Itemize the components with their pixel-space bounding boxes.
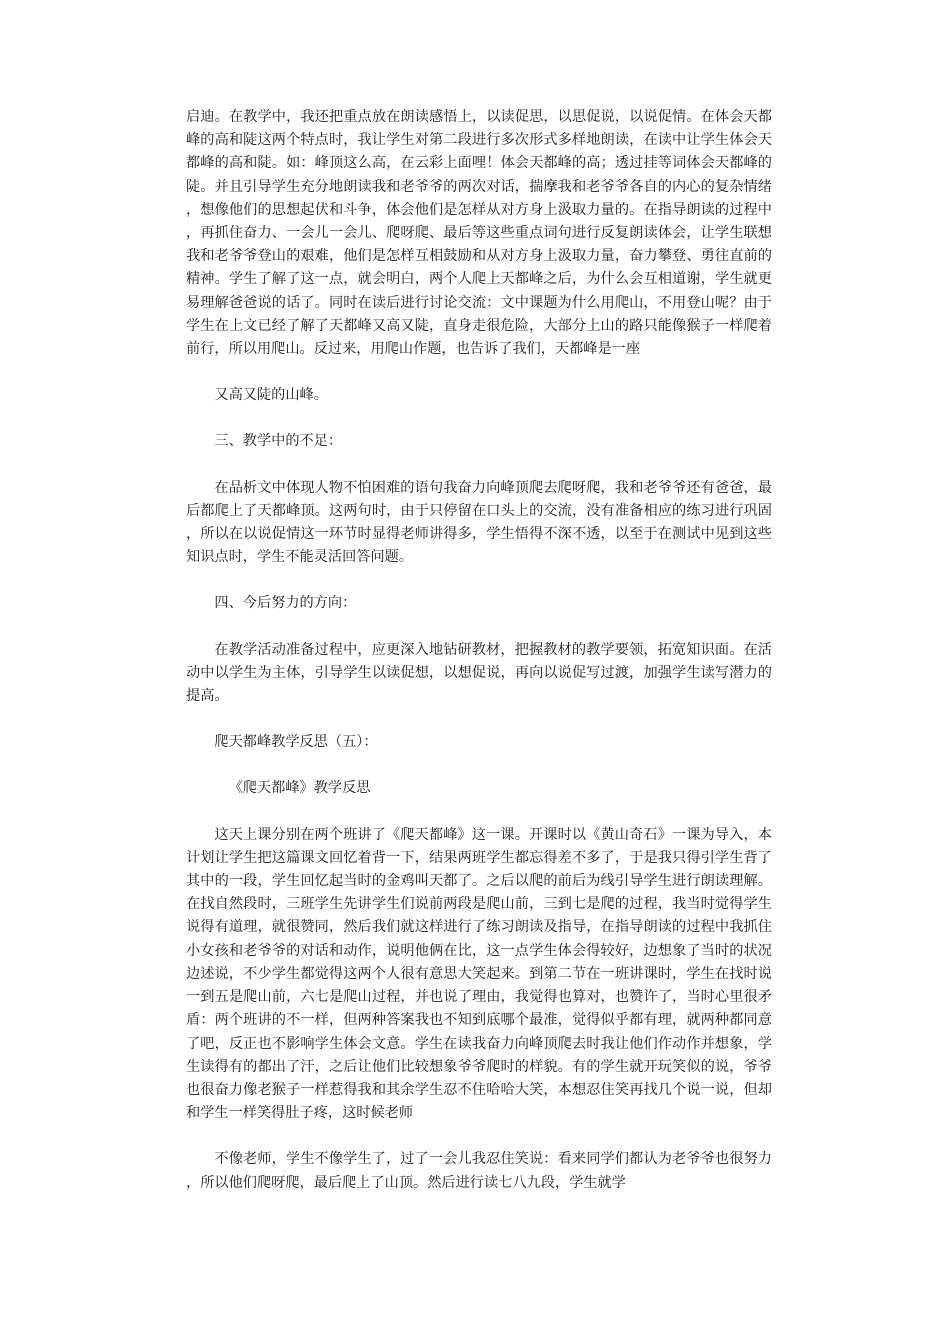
section-heading-reflection-five: 爬天都峰教学反思（五）： [214,734,378,751]
section-heading-shortcomings: 三、教学中的不足： [214,433,343,450]
paragraph-reading-method: 启迪。在教学中，我还把重点放在朗读感悟上，以读促思，以思促说，以说促情。在体会天都峰的高和陡这两个特点时，我让学生对第二段进行多次形式多样地朗读，在读中让学生体会天都峰的高和陡。如：峰顶这么高，在云彩上面哩！体会天都峰的高；透过挂等词体会天都峰的陡。并且引导学生充分地朗读我和老爷爷的两次对话，揣摩我和老爷爷各自的内心的复杂情绪，想像他们的思想起伏和斗争，体会他们是怎样从对方身上汲取力量的。在指导朗读的过程中，再抓住奋力、一会儿一会儿、爬呀爬、最后等这些重点词句进行反复朗读体会，让学生联想我和老爷爷登山的艰难，他们是怎样互相鼓励和从对方身上汲取力量，奋力攀登、勇往直前的精神。学生了解了这一点，就会明白，两个人爬上天都峰之后，为什么会互相道谢，学生就更易理解爸爸说的话了。同时在读后进行讨论交流：文中课题为什么用爬山，不用登山呢？由于学生在上文已经了解了天都峰又高又陡，直身走很危险，大部分上山的路只能像猴子一样爬着前行，所以用爬山。反过来，用爬山作题，也告诉了我们，天都峰是一座 [186,109,772,358]
section-heading-future-direction: 四、今后努力的方向： [214,595,357,612]
paragraph-continuation: 又高又陡的山峰。 [214,387,328,404]
document-body [186,106,772,1218]
subtitle-reflection: 《爬天都峰》教学反思 [228,780,371,797]
paragraph-class-story: 这天上课分别在两个班讲了《爬天都峰》这一课。开课时以《黄山奇石》一课为导入，本计划让学生把这篇课文回忆着背一下，结果两班学生都忘得差不多了，于是我只得引学生背了其中的一段，学生回忆起当时的金鸡叫天都了。之后以爬的前后为线引导学生进行朗读理解。在找自然段时，三班学生先讲学生们说前两段是爬山前，三到七是爬的过程，我当时觉得学生说得有道理，就很赞同，然后我们就这样进行了练习朗读及指导，在指导朗读的过程中我抓住小女孩和老爷爷的对话和动作，说明他俩在比，这一点学生体会得较好，边想象了当时的状况边述说，不少学生都觉得这两个人很有意思大笑起来。到第二节在一班讲课时，学生在找时说一到五是爬山前，六七是爬山过程，并也说了理由，我觉得也算对，也赞许了，当时心里很矛盾：两个班讲的不一样，但两种答案我也不知到底哪个最准，觉得似乎都有理，就两种都同意了吧，反正也不影响学生体会文意。学生在读我奋力向峰顶爬去时我让他们作动作并想象，学生读得有的都出了汗，之后让他们比较想象爷爷爬时的样貌。有的学生就开玩笑似的说，爷爷也很奋力像老猴子一样惹得我和其余学生忍不住哈哈大笑，本想忍住笑再找几个说一说，但却和学生一样笑得肚子疼，这时候老师 [186,826,772,1122]
paragraph-shortcomings: 在品析文中体现人物不怕困难的语句我奋力向峰顶爬去爬呀爬，我和老爷爷还有爸爸，最后都爬上了天都峰顶。这两句时，由于只停留在口头上的交流，没有准备相应的练习进行巩固，所以在以说促情这一环节时显得老师讲得多，学生悟得不深不透，以至于在测试中见到这些知识点时，学生不能灵活回答问题。 [186,479,772,566]
paragraph-future-direction: 在教学活动准备过程中，应更深入地钻研教材，把握教材的教学要领，拓宽知识面。在活动中以学生为主体，引导学生以读促想，以想促说，再向以说促写过渡，加强学生读写潜力的提高。 [186,641,772,705]
paragraph-class-story-continued: 不像老师，学生不像学生了，过了一会儿我忍住笑说：看来同学们都认为老爷爷也很努力，所以他们爬呀爬，最后爬上了山顶。然后进行读七八九段，学生就学 [186,1151,772,1191]
